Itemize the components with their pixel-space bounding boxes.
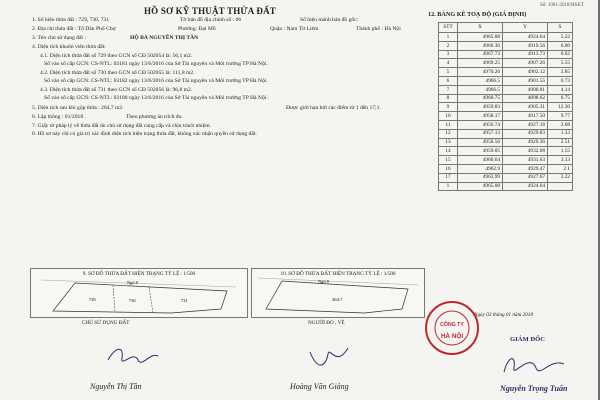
table-cell: 4924.64	[503, 33, 548, 42]
table-row	[439, 112, 573, 121]
table-cell: 11	[439, 120, 458, 129]
table-cell	[548, 182, 573, 191]
table-cell: 4.14	[548, 85, 573, 94]
gcn-731: Số vào sổ cấp GCN: CS-NTL: 03180 ngày 13/6/2016 của Sở Tài nguyên và Môi trường TP Hà Nội.	[44, 95, 268, 101]
table-cell: 4966.5	[458, 85, 503, 94]
parcel-number: 1. Số hiệu thửa đất : 729, 730, 731	[32, 17, 110, 23]
table-cell: 5.22	[548, 33, 573, 42]
table-cell: 5	[439, 68, 458, 77]
table-row	[439, 120, 573, 129]
table-row	[439, 182, 573, 191]
table-cell: 9.77	[548, 112, 573, 121]
legal-note: 7. Giấy tờ pháp lý về thửa đất do chủ sử dụng đất cung cấp và chịu trách nhiệm.	[32, 123, 211, 129]
table-cell: 4959.05	[458, 147, 503, 156]
table-cell: 4905.31	[503, 103, 548, 112]
table-row	[439, 68, 573, 77]
city: Thành phố : Hà Nội	[356, 26, 401, 32]
table-cell: 4927.67	[503, 173, 548, 182]
area-729: 4.1. Diện tích thửa đất số 729 theo GCN số CĐ 502054 là: 56,1 m2.	[40, 53, 193, 59]
owner-role: CHỦ SỬ DỤNG ĐẤT	[82, 320, 130, 326]
table-row	[439, 59, 573, 68]
seal-line-2: HÀ NỘI	[440, 333, 464, 340]
table-cell: 10	[439, 112, 458, 121]
surveyor-role: NGƯỜI ĐO , VẼ	[308, 320, 345, 326]
table-cell: 4900.81	[503, 85, 548, 94]
parcel-730-label: 730	[129, 298, 136, 303]
boundary-points: Được giới hạn bởi các điểm từ 1 đến 17;1.	[286, 105, 381, 111]
table-cell: 4929.36	[503, 138, 548, 147]
diagram-9-drawing	[31, 269, 247, 317]
diagram-10-drawing	[252, 269, 424, 317]
table-cell: 1.55	[548, 147, 573, 156]
director-name: Nguyễn Trọng Tuấn	[500, 384, 568, 393]
table-row	[439, 129, 573, 138]
table-cell: 4929.83	[503, 129, 548, 138]
table-cell: 5.55	[548, 59, 573, 68]
address: 2. Địa chỉ thửa đất : Tổ Dân Phố Chợ	[32, 26, 116, 32]
road-edge	[41, 280, 236, 287]
coordinate-header-3: S	[548, 23, 573, 33]
table-cell: 6.00	[548, 41, 573, 50]
survey-date: 6. Lập thông : 01/2018 .	[32, 114, 86, 120]
table-cell: 2.68	[548, 120, 573, 129]
reference-number: Số: 1001-2018/HSKT	[539, 3, 584, 8]
table-cell: 1.33	[548, 129, 573, 138]
table-cell: 4958.17	[458, 112, 503, 121]
diagram-10-title: 10. SƠ ĐỒ THỬA ĐẤT HIỆN TRẠNG TỶ LỆ : 1/500	[280, 271, 396, 277]
area-label: 4. Diện tích khuôn viên thửa đất:	[32, 44, 106, 50]
table-cell: 9	[439, 103, 458, 112]
table-cell: 12.30	[548, 103, 573, 112]
table-cell: 2.51	[548, 138, 573, 147]
table-cell: 17	[439, 173, 458, 182]
table-row	[439, 164, 573, 173]
table-cell: 4932.08	[503, 147, 548, 156]
table-cell: 13	[439, 138, 458, 147]
table-cell: 4957.13	[458, 129, 503, 138]
table-row	[439, 156, 573, 165]
road-label: Ngõ 8	[318, 279, 329, 284]
table-row	[439, 33, 573, 42]
table-cell: 4929.47	[503, 164, 548, 173]
table-cell: 4962.9	[458, 164, 503, 173]
table-cell: 14	[439, 147, 458, 156]
table-cell: 1	[439, 182, 458, 191]
coordinate-header-0: STT	[439, 23, 458, 33]
table-cell: 4919.56	[503, 41, 548, 50]
table-cell: 4898.62	[503, 94, 548, 103]
table-cell: 4913.73	[503, 50, 548, 59]
date-line: Ngày 03 tháng 01 năm 2018	[474, 312, 533, 318]
map-sheet: Tờ bản đồ địa chính số : 06	[180, 17, 242, 23]
table-cell: 3.22	[548, 173, 573, 182]
table-row	[439, 85, 573, 94]
table-cell: 4956.74	[458, 120, 503, 129]
ward: Phường: Đại Mỗ	[178, 26, 216, 32]
table-cell: 4917.50	[503, 112, 548, 121]
document-title: HỒ SƠ KỸ THUẬT THỬA ĐẤT	[143, 6, 277, 16]
table-row	[439, 50, 573, 59]
validity-note: 8. Hồ sơ này chỉ có giá trị xác định diện tích hiện trạng thửa đất, không xác nhận quyền sử dụng đất.	[32, 131, 257, 137]
merged-area-label: 264.7	[332, 297, 343, 302]
table-cell: 4901.55	[503, 76, 548, 85]
table-cell: 4965.08	[458, 33, 503, 42]
coordinate-header-1: X	[458, 23, 503, 33]
parcel-731-label: 731	[181, 298, 188, 303]
director-block	[490, 328, 590, 398]
parcel-divider-2	[149, 287, 153, 313]
table-cell: 0.73	[548, 76, 573, 85]
table-cell: 4907.26	[503, 59, 548, 68]
table-cell: 4960.75	[458, 94, 503, 103]
parcel-divider-1	[113, 285, 115, 312]
table-cell: 1	[439, 33, 458, 42]
table-cell: 4963.99	[458, 173, 503, 182]
parcel-729-label: 729	[89, 297, 96, 302]
parcel-outline	[53, 283, 227, 313]
area-730: 4.2. Diện tích thửa đất số 730 theo GCN số CĐ 502055 là: 111,8 m2.	[40, 70, 195, 76]
table-cell: 4969.25	[458, 59, 503, 68]
gcn-730: Số vào sổ cấp GCN: CS-NTL: 03182 ngày 13/6/2016 của Sở Tài nguyên và Môi trường TP Hà Nội.	[44, 78, 268, 84]
coordinate-table-block	[424, 11, 598, 266]
surveyor-printed-name: Hoàng Văn Giảng	[290, 382, 349, 391]
table-cell: 4927.18	[503, 120, 548, 129]
owner-signature	[104, 342, 164, 372]
table-cell: 6.75	[548, 94, 573, 103]
table-cell: 4902.12	[503, 68, 548, 77]
merged-parcel-diagram	[251, 268, 425, 318]
table-cell: 7	[439, 85, 458, 94]
table-cell: 4965.08	[458, 182, 503, 191]
map-origin: Số hiệu mảnh bản đồ gốc:	[300, 17, 359, 23]
table-cell: 4967.73	[458, 50, 503, 59]
seal-line-1: CÔNG TY	[440, 322, 464, 328]
table-row	[439, 138, 573, 147]
table-cell: 4924.64	[503, 182, 548, 191]
area-731: 4.3. Diện tích thửa đất số 731 theo GCN số CĐ 502056 là: 96,8 m2.	[40, 87, 193, 93]
table-cell: 4931.63	[503, 156, 548, 165]
merged-area: 5. Diện tích sau khi gộp thửa : 264,7 m2.	[32, 105, 124, 111]
table-cell: 6	[439, 76, 458, 85]
table-row	[439, 41, 573, 50]
table-cell: 3.85	[548, 68, 573, 77]
table-cell: 2	[439, 41, 458, 50]
table-cell: 3.13	[548, 156, 573, 165]
table-row	[439, 76, 573, 85]
table-cell: 4959.83	[458, 103, 503, 112]
table-cell: 4966.30	[458, 41, 503, 50]
current-parcels-diagram	[30, 268, 248, 318]
table-cell: 12	[439, 129, 458, 138]
director-signature	[496, 346, 576, 386]
gcn-729: Số vào sổ cấp GCN: CS-NTL: 03181 ngày 13/6/2016 của Sở Tài nguyên và Môi trường TP Hà Nội.	[44, 61, 268, 67]
owner-name: HỘ BÀ NGUYỄN THỊ TẦN	[130, 35, 199, 41]
table-cell: 4960.64	[458, 156, 503, 165]
table-row	[439, 147, 573, 156]
owner-label: 3. Tên chủ sử dụng đất :	[32, 35, 87, 41]
director-title: GIÁM ĐỐC	[510, 336, 545, 343]
survey-method: Theo phương án trích đo.	[126, 114, 183, 120]
table-cell: 4	[439, 59, 458, 68]
table-cell: 15	[439, 156, 458, 165]
table-cell: 3	[439, 50, 458, 59]
company-seal	[424, 300, 480, 356]
road-label: Ngõ 8	[127, 280, 138, 285]
owner-printed-name: Nguyễn Thị Tần	[90, 382, 142, 391]
table-cell: 6.62	[548, 50, 573, 59]
coordinate-table	[438, 22, 573, 191]
diagram-9-title: 9. SƠ ĐỒ THỬA ĐẤT HIỆN TRẠNG TỶ LỆ : 1/500	[82, 271, 196, 277]
table-cell: 2.1	[548, 164, 573, 173]
coordinate-table-title: 12. BẢNG KÊ TOẠ ĐỘ (GIÁ ĐỊNH)	[428, 11, 527, 18]
table-row	[439, 173, 573, 182]
table-cell: 4958.56	[458, 138, 503, 147]
surveyor-signature	[304, 342, 354, 372]
table-cell: 8	[439, 94, 458, 103]
table-row	[439, 94, 573, 103]
table-cell: 4966.5	[458, 76, 503, 85]
district: Quận : Nam Từ Liêm	[270, 26, 319, 32]
coordinate-header-2: Y	[503, 23, 548, 33]
table-cell: 4970.26	[458, 68, 503, 77]
table-row	[439, 103, 573, 112]
table-cell: 16	[439, 164, 458, 173]
